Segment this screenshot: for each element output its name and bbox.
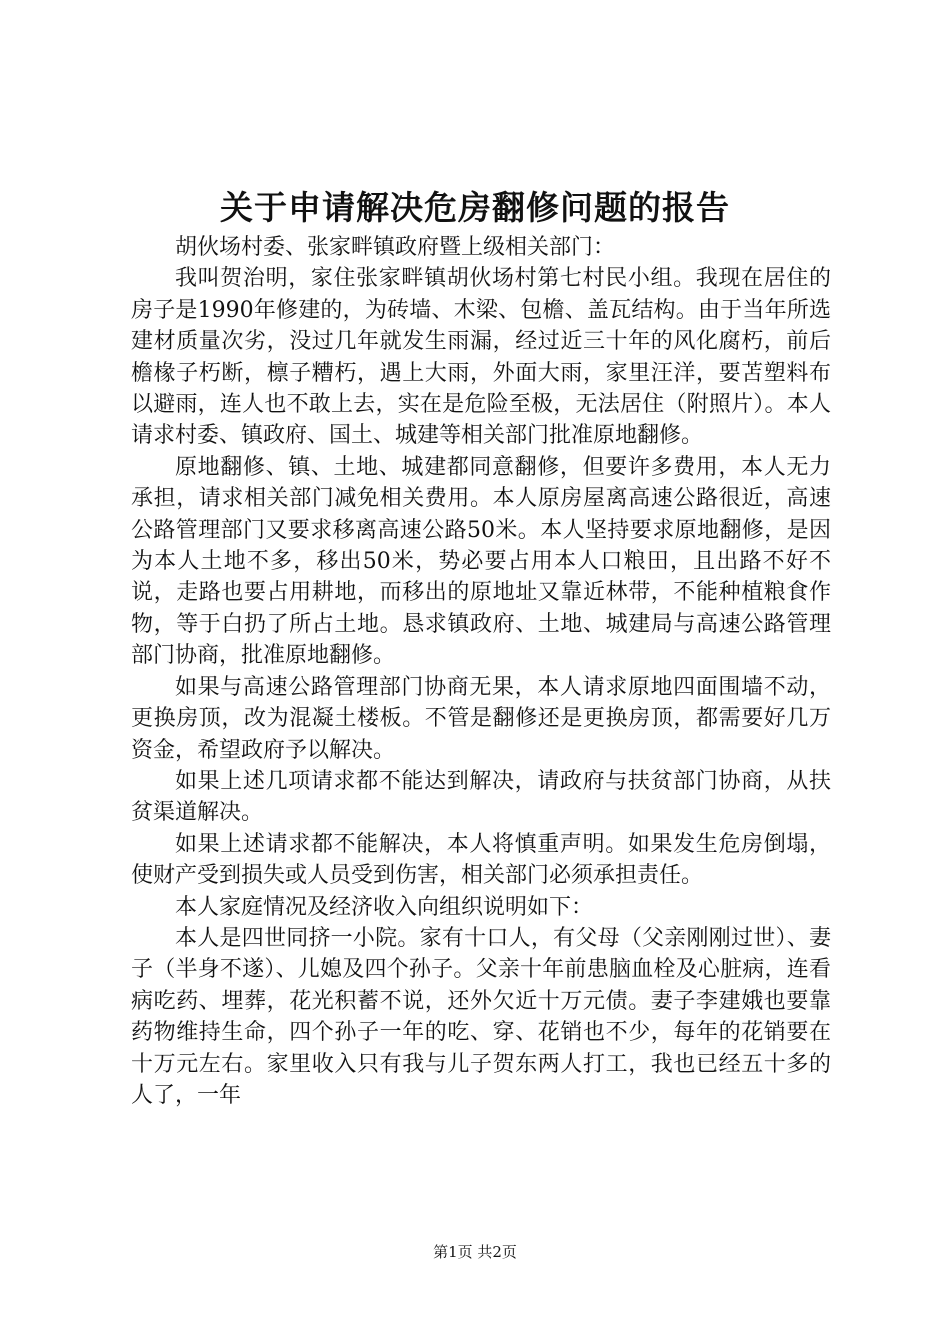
page-number-footer: 第1页 共2页	[433, 1243, 517, 1261]
body-paragraph: 本人家庭情况及经济收入向组织说明如下：	[175, 894, 594, 920]
document-body	[131, 232, 831, 1111]
body-paragraph: 如果上述几项请求都不能达到解决，请政府与扶贫部门协商，从扶贫渠道解决。	[131, 768, 831, 826]
document-title: 关于申请解决危房翻修问题的报告	[220, 188, 730, 227]
body-paragraph: 我叫贺治明，家住张家畔镇胡伙场村第七村民小组。我现在居住的房子是1990年修建的，为砖墙、木梁、包檐、盖瓦结构。由于当年所选建材质量次劣，没过几年就发生雨漏，经过近三十年的风化腐朽，前后檐椽子朽断，檩子糟朽，遇上大雨，外面大雨，家里汪洋，要苫塑料布以避雨，连人也不敢上去，实在是危险至极，无法居住（附照片）。本人请求村委、镇政府、国土、城建等相关部门批准原地翻修。	[131, 266, 831, 449]
body-paragraph: 如果与高速公路管理部门协商无果，本人请求原地四面围墙不动，更换房顶，改为混凝土楼板。不管是翻修还是更换房顶，都需要好几万资金，希望政府予以解决。	[131, 674, 831, 763]
salutation-paragraph: 胡伙场村委、张家畔镇政府暨上级相关部门：	[175, 235, 616, 260]
body-paragraph: 如果上述请求都不能解决，本人将慎重声明。如果发生危房倒塌，使财产受到损失或人员受到伤害，相关部门必须承担责任。	[131, 831, 831, 889]
body-paragraph: 原地翻修、镇、土地、城建都同意翻修，但要许多费用，本人无力承担，请求相关部门减免相关费用。本人原房屋离高速公路很近，高速公路管理部门又要求移离高速公路50米。本人坚持要求原地翻修，是因为本人土地不多，移出50米，势必要占用本人口粮田，且出路不好不说，走路也要占用耕地，而移出的原地址又靠近林带，不能种植粮食作物，等于白扔了所占土地。恳求镇政府、土地、城建局与高速公路管理部门协商，批准原地翻修。	[131, 454, 831, 669]
body-paragraph: 本人是四世同挤一小院。家有十口人，有父母（父亲刚刚过世）、妻子（半身不遂）、儿媳及四个孙子。父亲十年前患脑血栓及心脏病，连看病吃药、埋葬，花光积蓄不说，还外欠近十万元债。妻子李建娥也要靠药物维持生命，四个孙子一年的吃、穿、花销也不少，每年的花销要在十万元左右。家里收入只有我与儿子贺东两人打工，我也已经五十多的人了，一年	[131, 925, 831, 1108]
